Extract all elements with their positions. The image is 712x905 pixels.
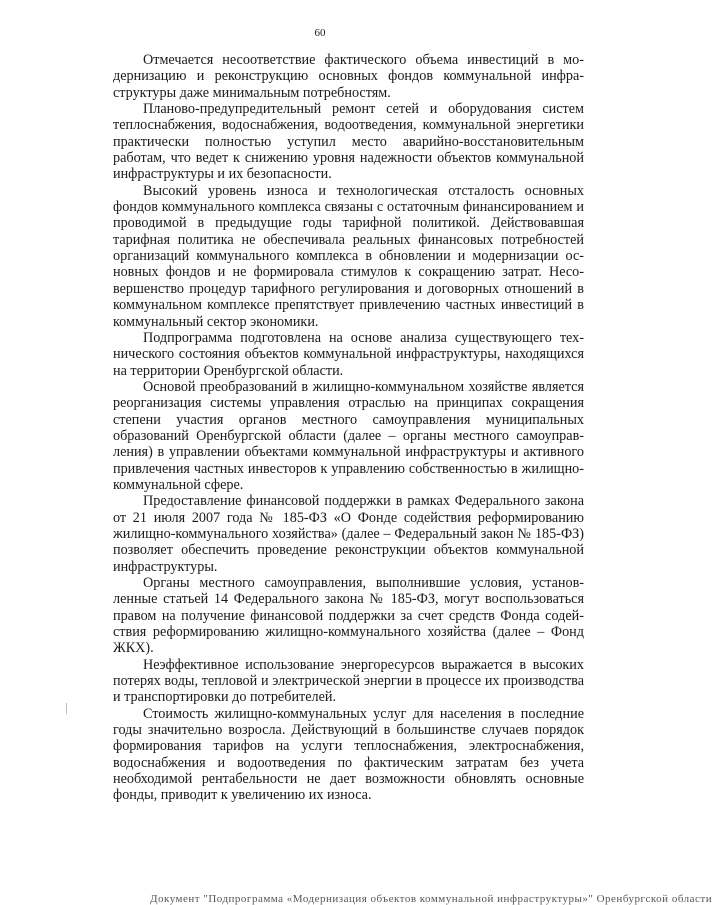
paragraph-subprogram-basis: Подпрограмма подготовлена на основе анализа существующего технического состояния объектов коммунальной инфраструктуры, находящихся на территории Оренбургской области. <box>113 329 584 379</box>
scan-artifact-mark <box>66 703 67 714</box>
document-body <box>113 52 584 804</box>
paragraph-local-authorities-fund: Органы местного самоуправления, выполнившие условия, установленные статьей 14 Федерального закона № 185-ФЗ, могут воспользоваться правом на получение финансовой поддержки за счет средств Фонда содействия реформированию жилищно-коммунального хозяйства (далее – Фонд ЖКХ). <box>113 575 584 657</box>
paragraph-federal-law-support: Предоставление финансовой поддержки в рамках Федерального закона от 21 июля 2007 года № 185-ФЗ «О Фонде содействия реформированию жилищно-коммунального хозяйства» (далее – Федеральный закон № 185-ФЗ) позволяет обеспечить проведение реконструкции объектов коммунальной инфраструктуры. <box>113 493 584 575</box>
paragraph-preventive-repair: Планово-предупредительный ремонт сетей и оборудования систем теплоснабжения, водоснабжения, водоотведения, коммунальной энергетики практически полностью уступил место аварийно-восстановительным работам, что ведет к снижению уровня надежности объектов коммунальной инфраструктуры и их безопасности. <box>113 101 584 183</box>
paragraph-management-reorganization: Основой преобразований в жилищно-коммунальном хозяйстве является реорганизация системы управления отраслью на принципах сокращения степени участия органов местного самоуправления муниципальных образований Оренбургской области (далее – органы местного самоуправления) в управлении объектами коммунальной инфраструктуры и активного привлечения частных инвесторов к управлению собственностью в жилищно-коммунальной сфере. <box>113 378 584 493</box>
paragraph-energy-inefficiency: Неэффективное использование энергоресурсов выражается в высоких потерях воды, тепловой и электрической энергии в процессе их производства и транспортировки до потребителей. <box>113 656 584 706</box>
paragraph-utility-costs: Стоимость жилищно-коммунальных услуг для населения в последние годы значительно возросла. Действующий в большинстве случаев порядок формирования тарифов на услуги теплоснабжения, электроснабжения, водоснабжения и водоотведения по фактическим затратам без учета необходимой рентабельности не дает возможности обновлять основные фонды, приводит к увеличению их износа. <box>113 705 584 804</box>
paragraph-wear-and-tariff-policy: Высокий уровень износа и технологическая отсталость основных фондов коммунального комплекса связаны с остаточным финансированием и проводимой в предыдущие годы тарифной политикой. Действовавшая тарифная политика не обеспечивала реальных финансовых потребностей организаций коммунального комплекса в обновлении и модернизации основных фондов и не формировала стимулов к сокращению затрат. Несовершенство процедур тарифного регулирования и договорных отношений в коммунальном комплексе препятствует привлечению частных инвестиций в коммунальный сектор экономики. <box>113 182 584 330</box>
footer-cut-off-text: Документ "Подпрограмма «Модернизация объектов коммунальной инфраструктуры»" Оренбургской области <box>150 893 712 905</box>
page-number: 60 <box>314 27 326 39</box>
paragraph-investment-mismatch: Отмечается несоответствие фактического объема инвестиций в модернизацию и реконструкцию основных фондов коммунальной инфраструктуры даже минимальным потребностям. <box>113 52 584 101</box>
